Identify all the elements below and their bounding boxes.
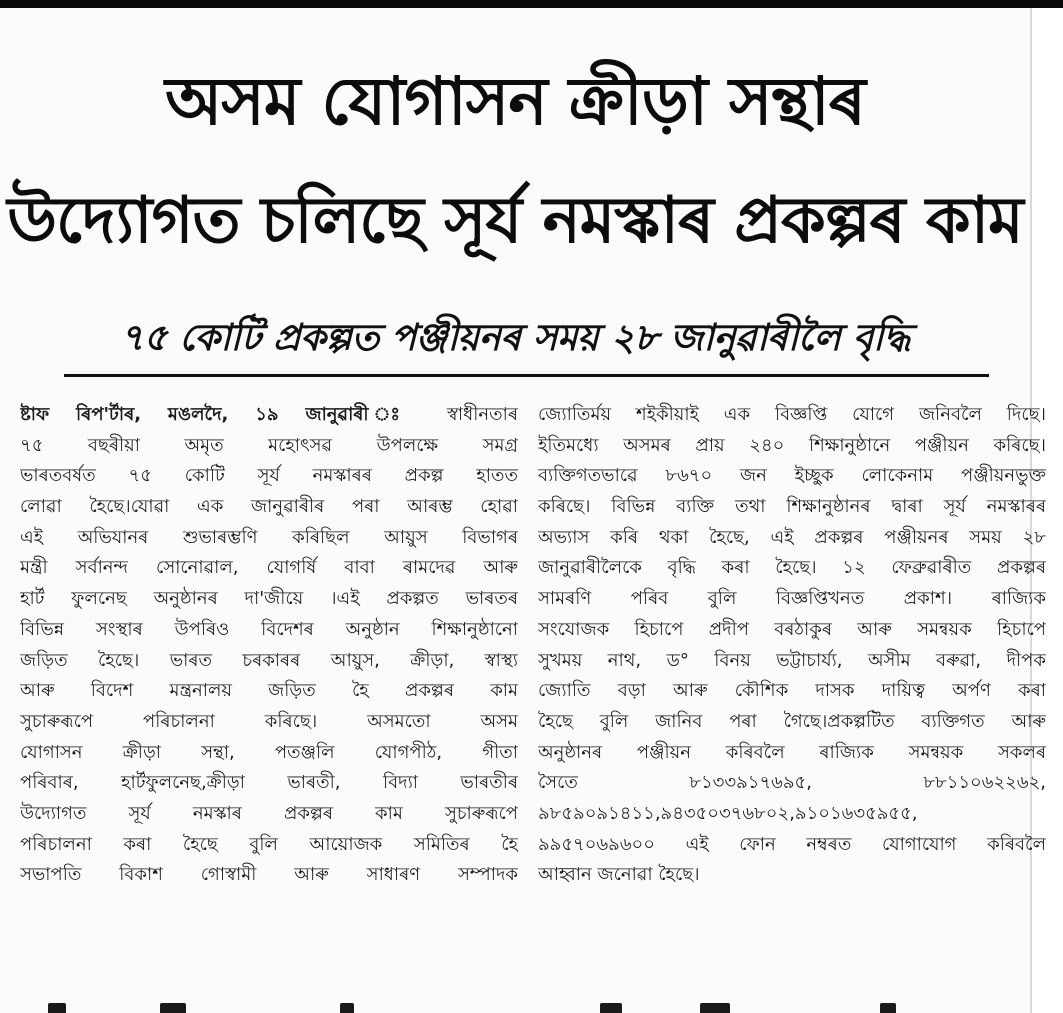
- cropped-glyph: [340, 1003, 354, 1013]
- body-line: সুচাৰুৰূপে পৰিচালনা কৰিছে। অসমতো অসম: [20, 710, 518, 732]
- body-line: জানুৱাৰীলৈকে বৃদ্ধি কৰা হৈছে। ১২ ফেব্ৰুৱাৰীত প্ৰকল্পৰ: [538, 557, 1046, 579]
- body-line: হাৰ্ট ফুলনেছ অনুষ্ঠানৰ দা'জীয়ে ।এই প্ৰকল্পত ভাৰতৰ: [20, 588, 518, 610]
- byline: ষ্টাফ ৰিপ'ৰ্টাৰ, মঙলদৈ, ১৯ জানুৱাৰী ঃ: [20, 404, 421, 425]
- cropped-glyph: [600, 1003, 622, 1013]
- body-line: জ্যোতি বড়া আৰু কৌশিক দাসক দায়িত্ব অৰ্পণ কৰা: [538, 680, 1046, 702]
- body-line: মন্ত্ৰী সৰ্বানন্দ সোনোৱাল, যোগৰ্ষি বাবা ৰামদেৱ আৰু: [20, 557, 518, 579]
- cropped-glyph: [48, 1003, 66, 1013]
- right-column: [538, 400, 1046, 891]
- body-line: এই অভিযানৰ শুভাৰম্ভণি কৰিছিল আয়ুস বিভাগৰ: [20, 526, 518, 548]
- body-line: উদ্যোগত সূৰ্য নমস্কাৰ প্ৰকল্পৰ কাম সুচাৰুৰূপে: [20, 802, 518, 824]
- body-line: অনুষ্ঠানৰ পঞ্জীয়ন কৰিবলৈ ৰাজ্যিক সমন্বয়ক সকলৰ: [538, 741, 1046, 763]
- body-line: সুখময় নাথ, ড° বিনয় ভট্টাচাৰ্য্য, অসীম বৰুৱা, দীপক: [538, 649, 1046, 671]
- body-line: পৰিবাৰ, হাৰ্টফুলনেছ,ক্ৰীড়া ভাৰতী, বিদ্যা ভাৰতীৰ: [20, 772, 518, 794]
- body-line: কৰিছে। বিভিন্ন ব্যক্তি তথা শিক্ষানুষ্ঠানৰ দ্বাৰা সূৰ্য নমস্কাৰৰ: [538, 496, 1046, 518]
- body-line: লোৱা হৈছে।যোৱা এক জানুৱাৰীৰ পৰা আৰম্ভ হোৱা: [20, 496, 518, 518]
- article-body: [20, 400, 1046, 1000]
- body-line: হৈছে বুলি জানিব পৰা গৈছে।প্ৰকল্পটিত ব্যক্তিগত আৰু: [538, 710, 1046, 732]
- subheadline: ৭৫ কোটি প্ৰকল্পত পঞ্জীয়নৰ সময় ২৮ জানুৱাৰীলৈ বৃদ্ধি: [119, 316, 911, 359]
- body-line: সৈতে ৮১৩৩৯১৭৬৯৫, ৮৮১১০৬২২৬২,: [538, 772, 1046, 794]
- body-line: সংযোজক হিচাপে প্ৰদীপ বৰঠাকুৰ আৰু সমন্বয়ক হিচাপে: [538, 618, 1046, 640]
- body-line: ৭৫ বছৰীয়া অমৃত মহোৎসৱ উপলক্ষে সমগ্ৰ: [20, 434, 518, 456]
- left-column: [20, 400, 518, 891]
- headline-line-2: উদ্যোগত চলিছে সূৰ্য নমস্কাৰ প্ৰকল্পৰ কাম: [7, 184, 1023, 258]
- body-line: ৯৮৫৯০৯১৪১১,৯৪৩৫০৩৭৬৮০২,৯১০১৬৩৫৯৫৫,: [538, 802, 918, 824]
- body-line: যোগাসন ক্ৰীড়া সন্থা, পতঞ্জলি যোগপীঠ, গীতা: [20, 741, 518, 763]
- body-line: জড়িত হৈছে। ভাৰত চৰকাৰৰ আয়ুস, ক্ৰীড়া, স্বাস্থ্য: [20, 649, 518, 671]
- body-line: [20, 400, 518, 431]
- cropped-glyph: [880, 1003, 896, 1013]
- body-line: ব্যক্তিগতভাৱে ৮৬৭০ জন ইচ্ছুক লোকেনাম পঞ্জীয়নভুক্ত: [538, 465, 1046, 487]
- headline-line-1: অসম যোগাসন ক্ৰীড়া সন্থাৰ: [165, 63, 865, 140]
- body-line: সামৰণি পৰিব বুলি বিজ্ঞপ্তিখনত প্ৰকাশ। ৰাজ্যিক: [538, 588, 1046, 610]
- subheadline-underline: [64, 374, 989, 377]
- cropped-glyph: [160, 1003, 186, 1013]
- body-line: সভাপতি বিকাশ গোস্বামী আৰু সাধাৰণ সম্পাদক: [20, 864, 518, 886]
- body-line: জ্যোতিৰ্ময় শইকীয়াই এক বিজ্ঞপ্তি যোগে জনিবলৈ দিছে।: [538, 404, 1046, 425]
- body-line: আৰু বিদেশ মন্ত্ৰনালয় জড়িত হৈ প্ৰকল্পৰ কাম: [20, 680, 518, 702]
- body-line: অভ্যাস কৰি থকা হৈছে, এই প্ৰকল্পৰ পঞ্জীয়নৰ সময় ২৮: [538, 526, 1046, 548]
- body-line: ৯৯৫৭০৬৯৬০০ এই ফোন নম্বৰত যোগাযোগ কৰিবলৈ: [538, 833, 1046, 855]
- cropped-next-article: [0, 1000, 1030, 1013]
- body-line: ইতিমধ্যে অসমৰ প্ৰায় ২৪০ শিক্ষানুষ্ঠানে পঞ্জীয়ন কৰিছে।: [538, 434, 1046, 456]
- top-border: [0, 0, 1063, 8]
- body-line: আহ্বান জনোৱা হৈছে।: [538, 864, 700, 886]
- body-line: বিভিন্ন সংস্থাৰ উপৰিও বিদেশৰ অনুষ্ঠান শিক্ষানুষ্ঠানো: [20, 618, 518, 640]
- body-line-text: স্বাধীনতাৰ: [446, 404, 518, 425]
- body-line: ভাৰতবৰ্ষত ৭৫ কোটি সূৰ্য নমস্কাৰৰ প্ৰকল্প হাতত: [20, 465, 518, 487]
- cropped-glyph: [700, 1003, 730, 1013]
- body-line: পৰিচালনা কৰা হৈছে বুলি আয়োজক সমিতিৰ হৈ: [20, 833, 518, 855]
